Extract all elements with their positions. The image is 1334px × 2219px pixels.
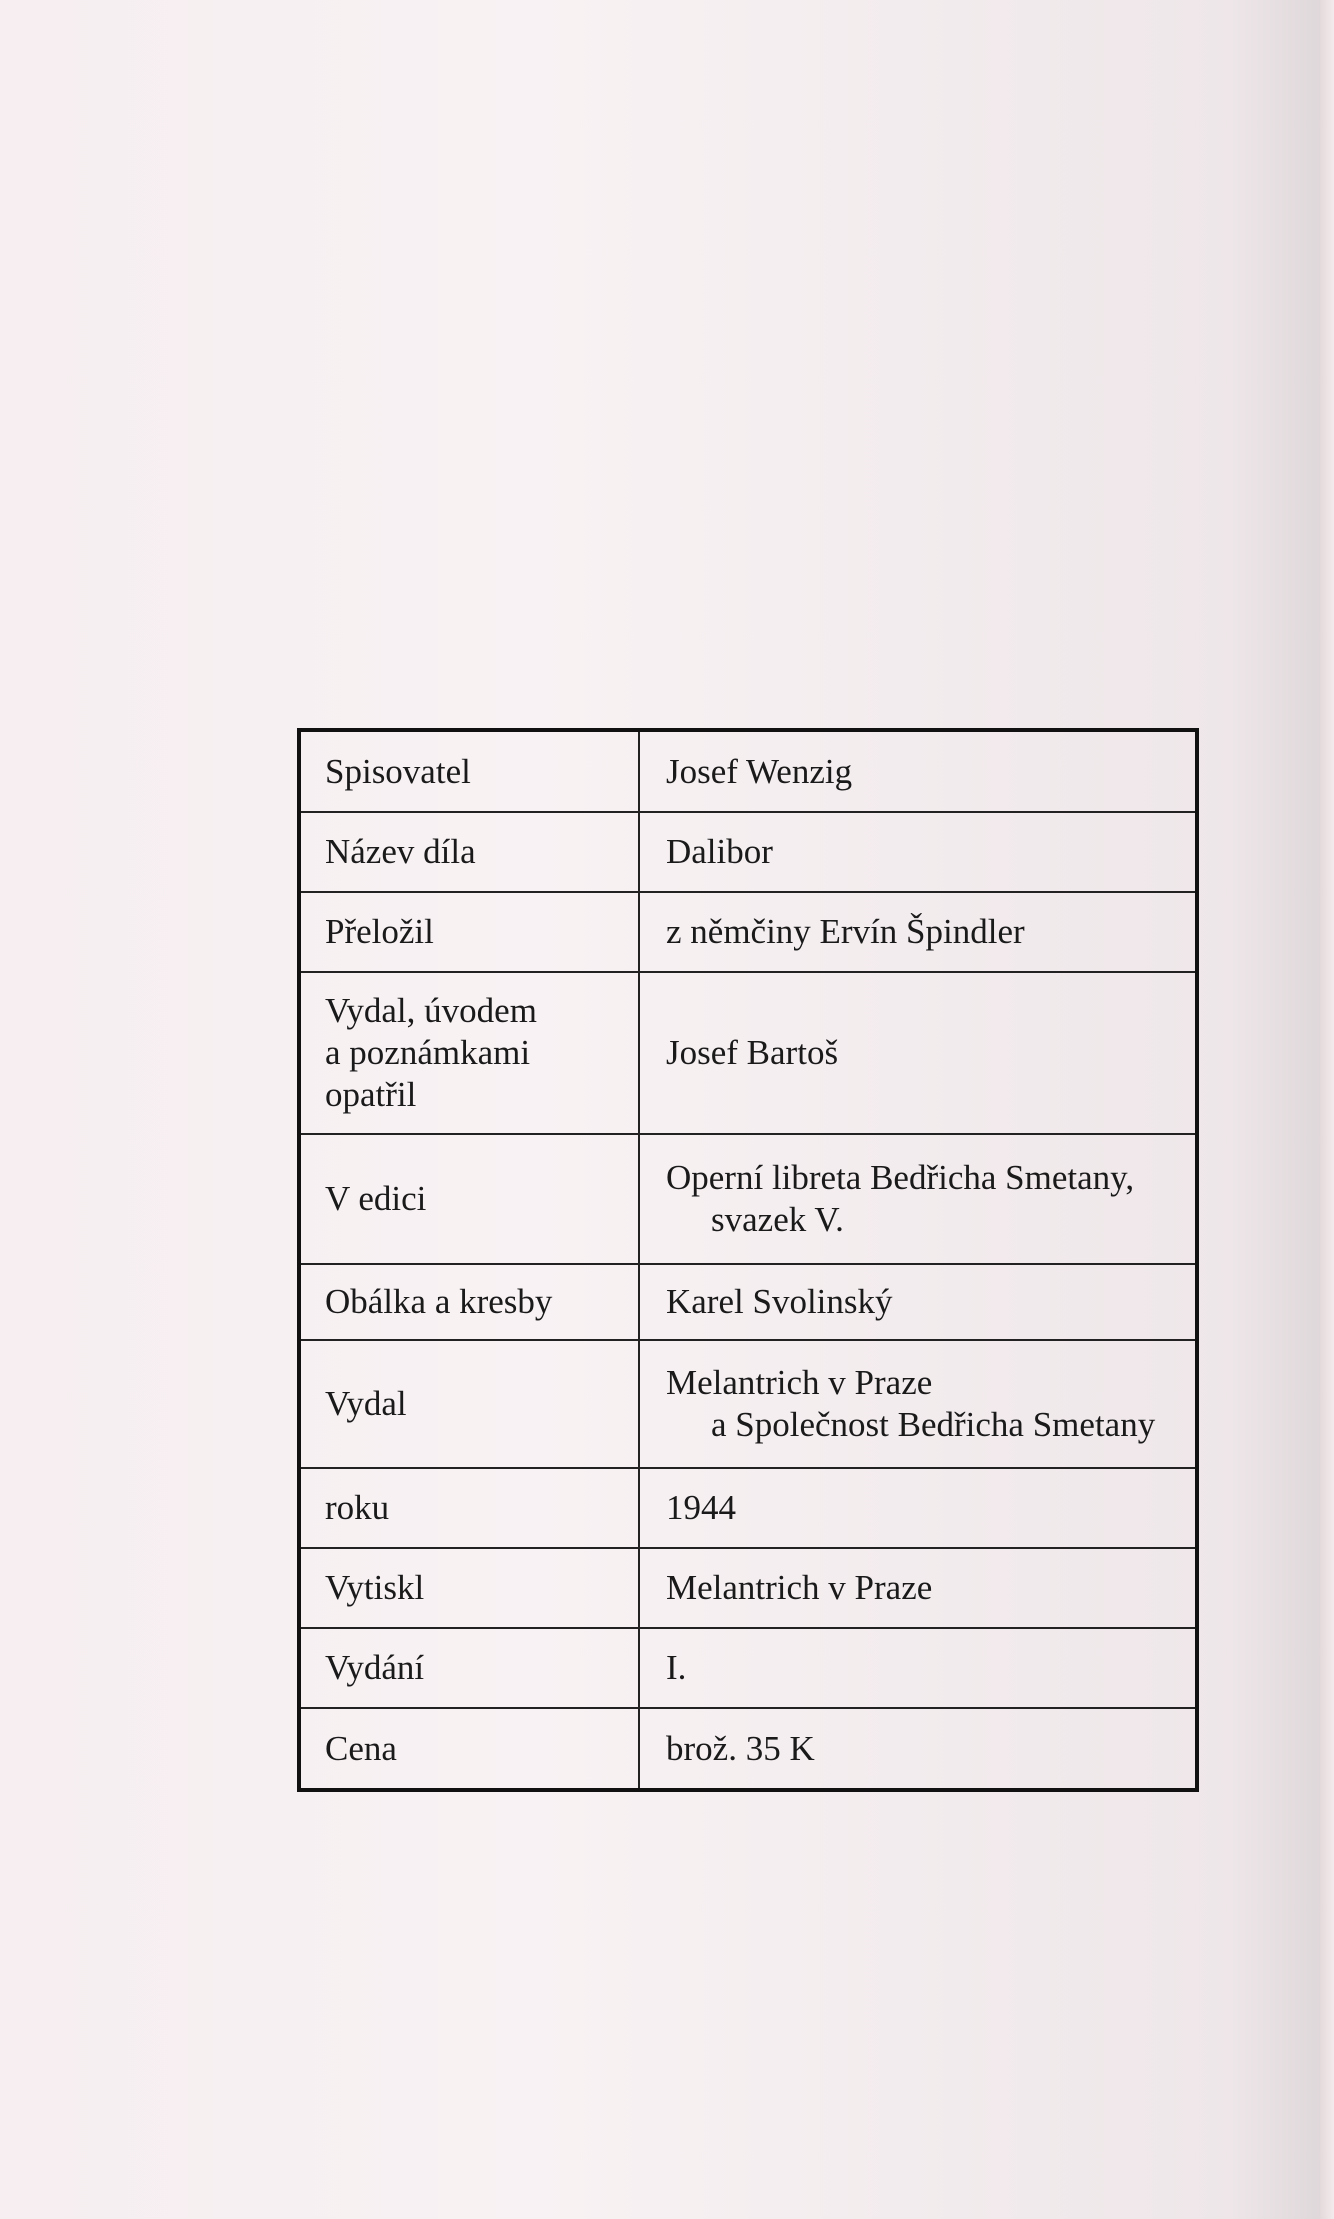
table-row	[299, 892, 1197, 972]
row-label: Obálka a kresby	[299, 1264, 639, 1340]
table-row	[299, 1264, 1197, 1340]
row-label: V edici	[299, 1134, 639, 1264]
row-label: Vydal	[299, 1340, 639, 1468]
value-line: svazek V.	[711, 1200, 844, 1239]
row-label: Vytiskl	[299, 1548, 639, 1628]
table-row	[299, 1708, 1197, 1790]
row-value	[639, 1134, 1197, 1264]
row-value: Karel Svolinský	[639, 1264, 1197, 1340]
table-row	[299, 1628, 1197, 1708]
row-label: Cena	[299, 1708, 639, 1790]
row-value: I.	[639, 1628, 1197, 1708]
row-value: brož. 35 K	[666, 1728, 815, 1768]
row-label: Přeložil	[299, 892, 639, 972]
page-edge	[1320, 0, 1334, 2219]
table-row	[299, 812, 1197, 892]
row-value: Melantrich v Praze	[639, 1548, 1197, 1628]
colophon-table	[297, 728, 1199, 1792]
table-row	[299, 1340, 1197, 1468]
row-value	[639, 1340, 1197, 1468]
table-row	[299, 1468, 1197, 1548]
row-label: Název díla	[299, 812, 639, 892]
row-label: Vydání	[299, 1628, 639, 1708]
table-row	[299, 1134, 1197, 1264]
row-value: 1944	[639, 1468, 1197, 1548]
value-line: a Společnost Bedřicha Smetany	[711, 1405, 1156, 1444]
table-row	[299, 730, 1197, 812]
value-line: Melantrich v Praze	[666, 1363, 933, 1402]
row-value: Josef Bartoš	[639, 972, 1197, 1134]
row-label: Spisovatel	[299, 730, 639, 812]
table-row	[299, 972, 1197, 1134]
row-label: roku	[299, 1468, 639, 1548]
row-value: Dalibor	[639, 812, 1197, 892]
table-row	[299, 1548, 1197, 1628]
row-label: Vydal, úvodem a poznámkami opatřil	[299, 972, 639, 1134]
row-value: Josef Wenzig	[639, 730, 1197, 812]
row-value: z němčiny Ervín Špindler	[639, 892, 1197, 972]
value-line: Operní libreta Bedřicha Smetany,	[666, 1158, 1135, 1197]
